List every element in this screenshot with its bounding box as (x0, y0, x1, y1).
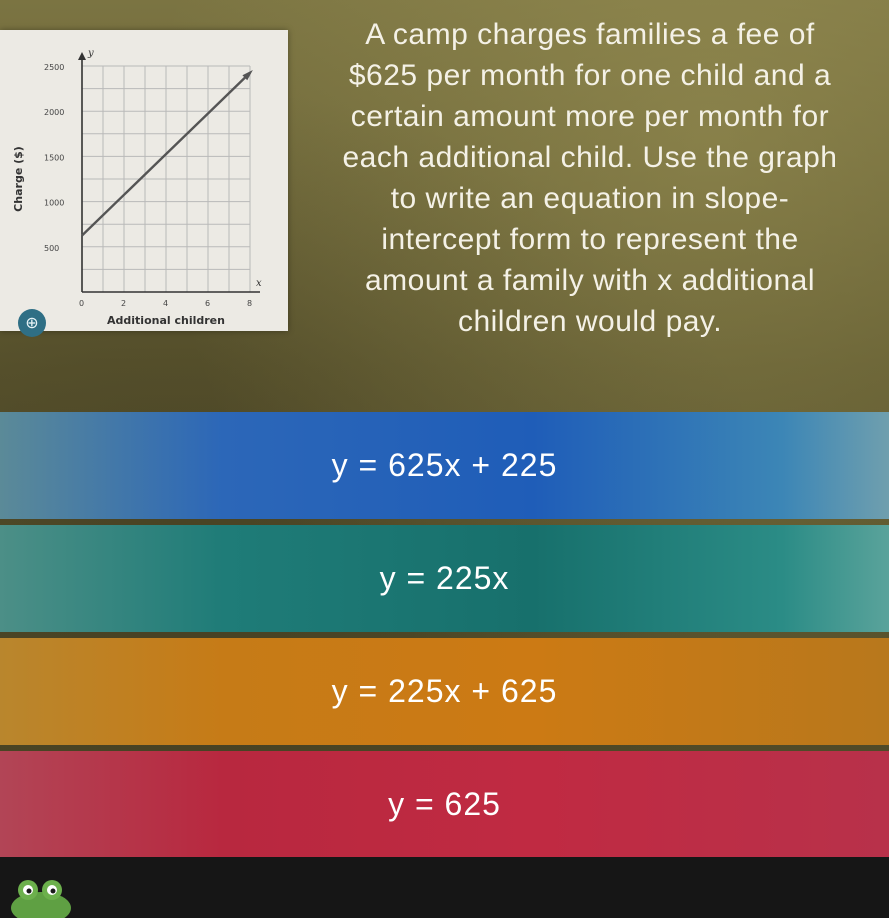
y-tick-label: 2000 (44, 108, 65, 118)
x-tick-label: 8 (247, 299, 253, 308)
y-axis-letter: y (88, 48, 94, 59)
line-graph (0, 30, 288, 331)
question-graph[interactable] (0, 30, 288, 331)
zoom-button[interactable] (18, 309, 46, 337)
x-axis-title: Additional children (107, 314, 225, 327)
y-tick-label: 2500 (44, 63, 65, 72)
x-tick-label: 2 (121, 299, 127, 308)
zoom-in-icon: ⊕ (25, 313, 39, 332)
y-tick-label: 1000 (44, 198, 65, 208)
answer-option-1[interactable] (0, 412, 889, 519)
answer-option-label: y = 625 (388, 786, 501, 822)
bottom-bar (0, 857, 889, 918)
answer-option-label: y = 625x + 225 (331, 447, 558, 483)
x-tick-label: 4 (163, 299, 169, 308)
x-tick-label: 0 (79, 299, 85, 308)
answer-choices (0, 412, 889, 857)
answer-option-label: y = 225x + 625 (331, 673, 558, 709)
answer-option-2[interactable] (0, 525, 889, 632)
x-tick-label: 6 (205, 299, 211, 308)
y-tick-label: 500 (44, 243, 60, 253)
y-axis-arrow (78, 52, 86, 60)
frog-mascot-icon (6, 866, 76, 918)
x-axis-letter: x (256, 278, 262, 289)
answer-option-4[interactable] (0, 751, 889, 858)
y-axis-title: Charge ($) (12, 146, 25, 212)
y-tick-label: 1500 (44, 153, 65, 163)
answer-option-3[interactable] (0, 638, 889, 745)
question-text: A camp charges families a fee of $625 per month for one child and a certain amount more per month for each additional child. Use the graph to write an equation in slope- intercept form to represent the amount a family with x additional children would pay. (342, 18, 838, 338)
question-area (0, 0, 889, 412)
answer-option-label: y = 225x (379, 560, 510, 596)
